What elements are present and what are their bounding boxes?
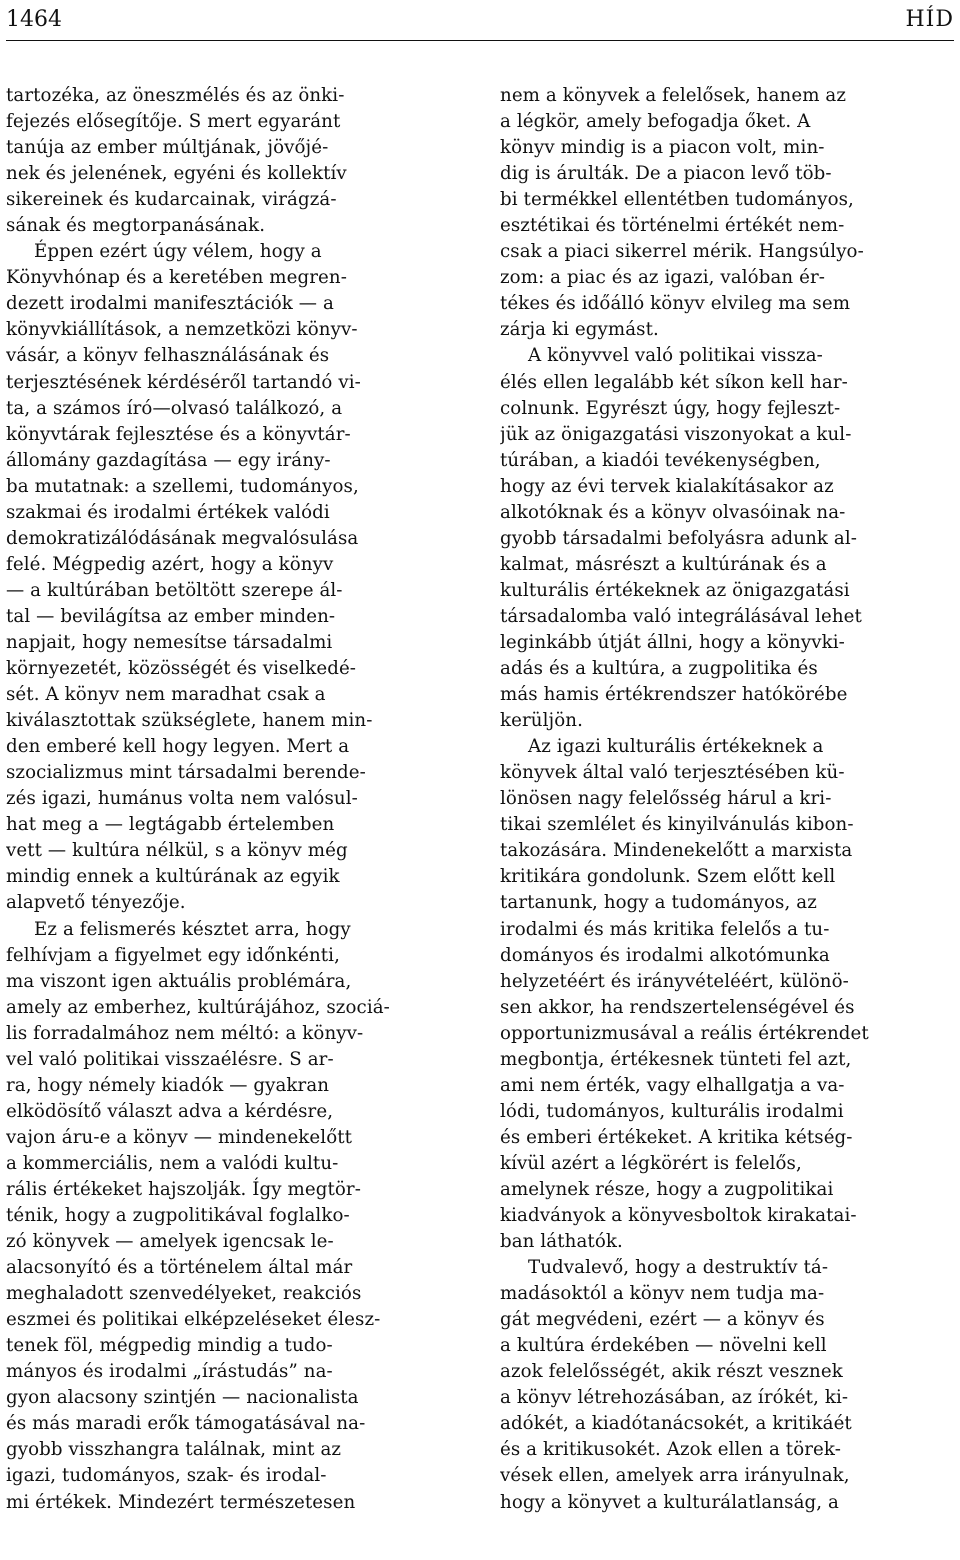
left-column-text-line: mi értékek. Mindezért természetesen bbox=[6, 1491, 356, 1513]
right-column-text-line: más hamis értékrendszer hatókörébe bbox=[500, 684, 848, 706]
left-column-text-line: lis forradalmához nem méltó: a könyv- bbox=[6, 1022, 364, 1044]
left-column-text-line: a kommerciális, nem a valódi kultu- bbox=[6, 1152, 339, 1174]
running-head: HÍD bbox=[905, 7, 954, 32]
left-column-text-line: Könyvhónap és a keretében megren- bbox=[6, 267, 347, 289]
left-column bbox=[6, 83, 461, 1516]
left-column-text-line: den emberé kell hogy legyen. Mert a bbox=[6, 736, 350, 758]
right-column-text-line: opportunizmusával a reális értékrendet bbox=[500, 1022, 869, 1044]
right-column-text-line: kívül azért a légkörért is felelős, bbox=[500, 1152, 802, 1174]
right-column bbox=[500, 83, 955, 1516]
left-column-text-line: mányos és irodalmi „írástudás” na- bbox=[6, 1361, 333, 1383]
left-column-text-line: fejezés elősegítője. S mert egyaránt bbox=[6, 111, 341, 133]
left-column-text-line: könyvtárak fejlesztése és a könyvtár- bbox=[6, 423, 351, 445]
right-column-text-line: lódi, tudományos, kulturális irodalmi bbox=[500, 1100, 844, 1122]
left-column-text-line: tenek föl, mégpedig mindig a tudo- bbox=[6, 1335, 333, 1357]
left-column-text-line: terjesztésének kérdéséről tartandó vi- bbox=[6, 371, 361, 393]
left-column-text-line: zó könyvek — amelyek igencsak le- bbox=[6, 1231, 334, 1253]
left-column-text-line: sét. A könyv nem maradhat csak a bbox=[6, 684, 326, 706]
right-column-text-line: megbontja, értékesnek tünteti fel azt, bbox=[500, 1048, 852, 1070]
left-column-text-line: szakmai és irodalmi értékek valódi bbox=[6, 501, 330, 523]
right-column-text-line: dományos és irodalmi alkotómunka bbox=[500, 944, 830, 966]
left-column-text-line: és más maradi erők támogatásával na- bbox=[6, 1413, 366, 1435]
left-column-text-line: sának és megtorpanásának. bbox=[6, 215, 266, 237]
left-column-text-line: Ez a felismerés késztet arra, hogy bbox=[34, 918, 351, 940]
right-column-text-line: ban láthatók. bbox=[500, 1231, 623, 1253]
right-column-text-line: vések ellen, amelyek arra irányulnak, bbox=[500, 1465, 850, 1487]
left-column-text-line: mindig ennek a kultúrának az egyik bbox=[6, 866, 340, 888]
right-column-text-line: hogy a könyvet a kulturálatlanság, a bbox=[500, 1491, 839, 1513]
left-column-text-line: elködösítő választ adva a kérdésre, bbox=[6, 1100, 334, 1122]
left-column-text-line: ra, hogy némely kiadók — gyakran bbox=[6, 1074, 330, 1096]
right-column-text-line: lönösen nagy felelősség hárul a kri- bbox=[500, 788, 832, 810]
left-column-text-line: sikereinek és kudarcainak, virágzá- bbox=[6, 189, 337, 211]
left-column-text-line: rális értékeket hajszolják. Így megtör- bbox=[6, 1178, 361, 1200]
left-column-text-line: szocializmus mint társadalmi berende- bbox=[6, 762, 366, 784]
right-column-text-line: a könyv létrehozásában, az írókét, ki- bbox=[500, 1387, 849, 1409]
left-column-text-line: — a kultúrában betöltött szerepe ál- bbox=[6, 579, 343, 601]
right-column-text-line: a légkör, amely befogadja őket. A bbox=[500, 111, 811, 133]
right-column-text-line: társadalomba való integrálásával lehet bbox=[500, 605, 862, 627]
left-column-text-line: vett — kultúra nélkül, s a könyv még bbox=[6, 840, 348, 862]
right-column-text-line: kalmat, másrészt a kultúrának és a bbox=[500, 553, 827, 575]
right-column-text-line: helyzetéért és irányvételéért, különö- bbox=[500, 970, 849, 992]
right-column-text-line: könyv mindig is a piacon volt, min- bbox=[500, 137, 825, 159]
right-column-text-line: zom: a piac és az igazi, valóban ér- bbox=[500, 267, 825, 289]
left-column-text-line: hat meg a — legtágabb értelemben bbox=[6, 814, 335, 836]
left-column-text-line: napjait, hogy nemesítse társadalmi bbox=[6, 631, 333, 653]
right-column-text-line: a kultúra érdekében — növelni kell bbox=[500, 1335, 827, 1357]
left-column-text-line: felhívjam a figyelmet egy időnkénti, bbox=[6, 944, 340, 966]
left-column-text-line: ba mutatnak: a szellemi, tudományos, bbox=[6, 475, 359, 497]
right-column-text-line: tékes és időálló könyv elvileg ma sem bbox=[500, 293, 851, 315]
right-column-text-line: dig is árulták. De a piacon levő töb- bbox=[500, 163, 832, 185]
left-column-text-line: tal — bevilágítsa az ember minden- bbox=[6, 605, 336, 627]
left-column-text-line: zés igazi, humánus volta nem valósul- bbox=[6, 788, 358, 810]
left-column-text-line: környezetét, közösségét és viselkedé- bbox=[6, 658, 357, 680]
right-column-text-line: ami nem érték, vagy elhallgatja a va- bbox=[500, 1074, 845, 1096]
header-rule bbox=[6, 40, 954, 41]
right-column-text-line: tikai szemlélet és kinyilvánulás kibon- bbox=[500, 814, 854, 836]
left-column-text-line: állomány gazdagítása — egy irány- bbox=[6, 449, 331, 471]
right-column-text-line: könyvek által való terjesztésében kü- bbox=[500, 762, 845, 784]
right-column-text-line: azok felelősségét, akik részt vesznek bbox=[500, 1361, 843, 1383]
left-column-text-line: alapvető tényezője. bbox=[6, 892, 186, 914]
left-column-text-line: ma viszont igen aktuális problémára, bbox=[6, 970, 352, 992]
right-column-text-line: adókét, a kiadótanácsokét, a kritikáét bbox=[500, 1413, 852, 1435]
left-column-text-line: igazi, tudományos, szak- és irodal- bbox=[6, 1465, 327, 1487]
left-column-text-line: vásár, a könyv felhasználásának és bbox=[6, 345, 330, 367]
right-column-text-line: tartanunk, hogy a tudományos, az bbox=[500, 892, 817, 914]
left-column-text-line: tanúja az ember múltjának, jövőjé- bbox=[6, 137, 329, 159]
right-column-text-line: és emberi értékeket. A kritika kétség- bbox=[500, 1126, 853, 1148]
right-column-text-line: esztétikai és történelmi értékét nem- bbox=[500, 215, 845, 237]
right-column-text-line: élés ellen legalább két síkon kell har- bbox=[500, 371, 848, 393]
left-column-text-line: meghaladott szenvedélyeket, reakciós bbox=[6, 1283, 362, 1305]
left-column-text-line: amely az emberhez, kultúrájához, szociá- bbox=[6, 996, 390, 1018]
left-column-text-line: Éppen ezért úgy vélem, hogy a bbox=[34, 241, 322, 263]
right-column-text-line: takozására. Mindenekelőtt a marxista bbox=[500, 840, 853, 862]
left-column-text-line: kiválasztottak szükséglete, hanem min- bbox=[6, 710, 373, 732]
right-column-text-line: A könyvvel való politikai vissza- bbox=[528, 345, 823, 367]
right-column-text-line: leginkább útját állni, hogy a könyvki- bbox=[500, 631, 845, 653]
right-column-text-line: csak a piaci sikerrel mérik. Hangsúlyo- bbox=[500, 241, 864, 263]
right-column-text-line: gyobb társadalmi befolyásra adunk al- bbox=[500, 527, 857, 549]
right-column-text-line: madásoktól a könyv nem tudja ma- bbox=[500, 1283, 825, 1305]
right-column-text-line: Az igazi kulturális értékeknek a bbox=[528, 736, 824, 758]
left-column-text-line: ténik, hogy a zugpolitikával foglalko- bbox=[6, 1205, 350, 1227]
right-column-text-line: kulturális értékeknek az önigazgatási bbox=[500, 579, 850, 601]
left-column-text-line: felé. Mégpedig azért, hogy a könyv bbox=[6, 553, 334, 575]
right-column-text-line: bi termékkel ellentétben tudományos, bbox=[500, 189, 854, 211]
left-column-text-line: gyon alacsony szintjén — nacionalista bbox=[6, 1387, 359, 1409]
right-column-text-line: kritikára gondolunk. Szem előtt kell bbox=[500, 866, 836, 888]
right-column-text-line: Tudvalevő, hogy a destruktív tá- bbox=[528, 1257, 829, 1279]
right-column-text-line: zárja ki egymást. bbox=[500, 319, 659, 341]
right-column-text-line: sen akkor, ha rendszertelenségével és bbox=[500, 996, 855, 1018]
right-column-text-line: colnunk. Egyrészt úgy, hogy fejleszt- bbox=[500, 397, 841, 419]
left-column-text-line: nek és jelenének, egyéni és kollektív bbox=[6, 163, 347, 185]
right-column-text-line: gát megvédeni, ezért — a könyv és bbox=[500, 1309, 825, 1331]
right-column-text-line: kiadványok a könyvesboltok kirakatai- bbox=[500, 1205, 857, 1227]
right-column-text-line: hogy az évi tervek kialakításakor az bbox=[500, 475, 834, 497]
left-column-text-line: vajon áru-e a könyv — mindenekelőtt bbox=[6, 1126, 353, 1148]
right-column-text-line: alkotóknak és a könyv olvasóinak na- bbox=[500, 501, 846, 523]
left-column-text-line: alacsonyító és a történelem által már bbox=[6, 1257, 353, 1279]
right-column-text-line: túrában, a kiadói tevékenységben, bbox=[500, 449, 821, 471]
right-column-text-line: kerüljön. bbox=[500, 710, 583, 732]
left-column-text-line: tartozéka, az öneszmélés és az önki- bbox=[6, 85, 345, 106]
left-column-text-line: vel való politikai visszaélésre. S ar- bbox=[6, 1048, 334, 1070]
page-number: 1464 bbox=[6, 7, 62, 32]
left-column-text-line: dezett irodalmi manifesztációk — a bbox=[6, 293, 334, 315]
right-column-text-line: irodalmi és más kritika felelős a tu- bbox=[500, 918, 830, 940]
right-column-text-line: nem a könyvek a felelősek, hanem az bbox=[500, 85, 847, 106]
right-column-text-line: adás és a kultúra, a zugpolitika és bbox=[500, 658, 818, 680]
right-column-text-line: jük az önigazgatási viszonyokat a kul- bbox=[500, 423, 852, 445]
left-column-text-line: eszmei és politikai elképzeléseket élesz- bbox=[6, 1309, 381, 1331]
right-column-text-line: amelynek része, hogy a zugpolitikai bbox=[500, 1178, 834, 1200]
page-header bbox=[6, 6, 954, 38]
right-column-text-line: és a kritikusokét. Azok ellen a törek- bbox=[500, 1439, 841, 1461]
left-column-text-line: gyobb visszhangra találnak, mint az bbox=[6, 1439, 342, 1461]
left-column-text-line: ta, a számos író—olvasó találkozó, a bbox=[6, 397, 343, 419]
left-column-text-line: demokratizálódásának megvalósulása bbox=[6, 527, 359, 549]
left-column-text-line: könyvkiállítások, a nemzetközi könyv- bbox=[6, 319, 358, 341]
